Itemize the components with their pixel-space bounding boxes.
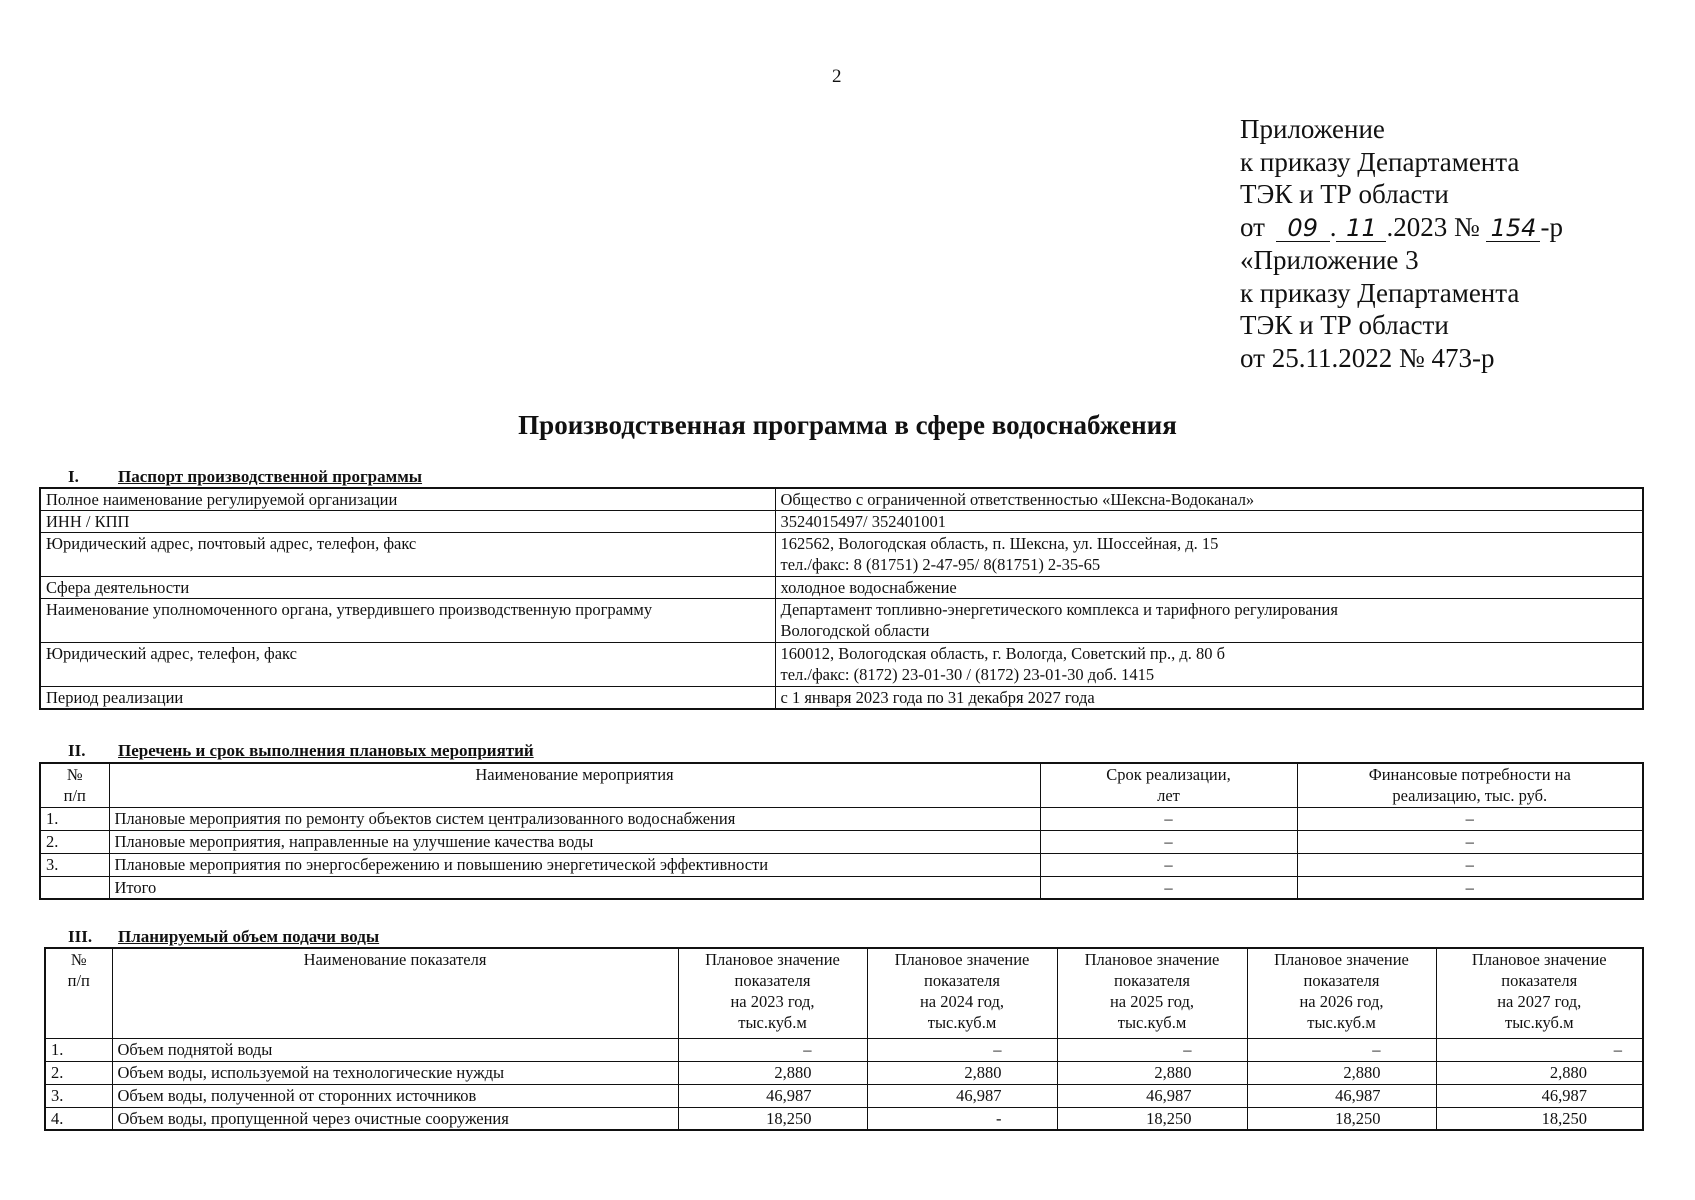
table-row xyxy=(45,1107,1643,1130)
row-value: 2,880 xyxy=(678,1061,867,1084)
handwritten-month: 11 xyxy=(1336,215,1386,242)
table-row xyxy=(40,577,1643,599)
table-row xyxy=(40,488,1643,511)
passport-value: с 1 января 2023 года по 31 декабря 2027 года xyxy=(775,687,1643,710)
row-value: 18,250 xyxy=(1247,1107,1436,1130)
row-value: 46,987 xyxy=(1057,1084,1247,1107)
table-row xyxy=(40,533,1643,577)
row-value: – xyxy=(1436,1038,1643,1061)
section-number: I. xyxy=(68,467,79,486)
passport-label: Полное наименование регулируемой организации xyxy=(40,488,775,511)
table-row xyxy=(40,511,1643,533)
row-value: 46,987 xyxy=(867,1084,1057,1107)
table-row xyxy=(45,1061,1643,1084)
row-name: Объем воды, используемой на технологические нужды xyxy=(112,1061,678,1084)
row-value: 18,250 xyxy=(1436,1107,1643,1130)
value-line: 162562, Вологодская область, п. Шексна, ул. Шоссейная, д. 15 xyxy=(780,534,1219,553)
passport-label: Юридический адрес, почтовый адрес, телефон, факс xyxy=(40,533,775,577)
row-value: – xyxy=(867,1038,1057,1061)
value-line: тел./факс: (8172) 23-01-30 / (8172) 23-01-30 доб. 1415 xyxy=(780,665,1155,684)
passport-label: Наименование уполномоченного органа, утвердившего производственную программу xyxy=(40,599,775,643)
row-term: – xyxy=(1040,853,1297,876)
appendix-block xyxy=(1240,113,1563,375)
row-value: 18,250 xyxy=(678,1107,867,1130)
page-title: Производственная программа в сфере водоснабжения xyxy=(518,410,1177,440)
header-year-2025: Плановое значение показателя на 2025 год, тыс.куб.м xyxy=(1057,948,1247,1038)
measures-table xyxy=(39,762,1644,900)
passport-value: 3524015497/ 352401001 xyxy=(775,511,1643,533)
row-no: 4. xyxy=(45,1107,112,1130)
appendix-line: от 25.11.2022 № 473-р xyxy=(1240,342,1495,373)
row-term: – xyxy=(1040,830,1297,853)
date-rest: .2023 № xyxy=(1386,212,1480,243)
table-header-row xyxy=(40,763,1643,807)
appendix-line: Приложение xyxy=(1240,114,1385,144)
header-no: № п/п xyxy=(45,948,112,1038)
passport-value: Общество с ограниченной ответственностью «Шексна-Водоканал» xyxy=(775,488,1643,511)
row-no: 2. xyxy=(45,1061,112,1084)
table-row xyxy=(40,807,1643,830)
section-title: Паспорт производственной программы xyxy=(118,467,423,486)
table-row xyxy=(40,853,1643,876)
row-finance: – xyxy=(1297,807,1643,830)
row-name: Плановые мероприятия, направленные на улучшение качества воды xyxy=(109,830,1040,853)
row-no xyxy=(40,876,109,899)
table-row xyxy=(45,1084,1643,1107)
section-3-heading xyxy=(68,927,379,947)
appendix-line: к приказу Департамента xyxy=(1240,146,1520,177)
row-value: 2,880 xyxy=(1247,1061,1436,1084)
row-value: 18,250 xyxy=(1057,1107,1247,1130)
value-line: Вологодской области xyxy=(780,621,930,640)
appendix-line: ТЭК и ТР области xyxy=(1240,310,1449,341)
row-no: 3. xyxy=(40,853,109,876)
row-no: 1. xyxy=(40,807,109,830)
header-year-2027: Плановое значение показателя на 2027 год, тыс.куб.м xyxy=(1436,948,1643,1038)
table-row xyxy=(40,599,1643,643)
row-name: Объем воды, пропущенной через очистные сооружения xyxy=(112,1107,678,1130)
header-name: Наименование мероприятия xyxy=(109,763,1040,807)
table-row-total xyxy=(40,876,1643,899)
handwritten-day: 09 xyxy=(1276,215,1330,242)
passport-label: ИНН / КПП xyxy=(40,511,775,533)
order-suffix: -р xyxy=(1540,212,1563,243)
table-row xyxy=(40,643,1643,687)
value-line: тел./факс: 8 (81751) 2-47-95/ 8(81751) 2-35-65 xyxy=(780,555,1101,574)
row-value: 2,880 xyxy=(867,1061,1057,1084)
handwritten-order-number: 154 xyxy=(1486,215,1540,242)
section-number: II. xyxy=(68,741,86,760)
date-prefix: от xyxy=(1240,212,1265,243)
row-value: 2,880 xyxy=(1057,1061,1247,1084)
value-line: 160012, Вологодская область, г. Вологда, Советский пр., д. 80 б xyxy=(780,644,1226,663)
value-line: Департамент топливно-энергетического комплекса и тарифного регулирования xyxy=(780,600,1338,619)
passport-table xyxy=(39,487,1644,710)
passport-value xyxy=(775,599,1643,643)
row-value: 2,880 xyxy=(1436,1061,1643,1084)
row-value: 46,987 xyxy=(1247,1084,1436,1107)
passport-value xyxy=(775,533,1643,577)
row-finance: – xyxy=(1297,853,1643,876)
row-no: 2. xyxy=(40,830,109,853)
row-name: Плановые мероприятия по энергосбережению и повышению энергетической эффективности xyxy=(109,853,1040,876)
row-value: – xyxy=(1247,1038,1436,1061)
header-term: Срок реализации, лет xyxy=(1040,763,1297,807)
appendix-line: ТЭК и ТР области xyxy=(1240,179,1449,210)
section-title: Перечень и срок выполнения плановых мероприятий xyxy=(118,741,534,760)
table-row xyxy=(40,830,1643,853)
header-year-2026: Плановое значение показателя на 2026 год, тыс.куб.м xyxy=(1247,948,1436,1038)
row-finance: – xyxy=(1297,830,1643,853)
row-name: Плановые мероприятия по ремонту объектов систем централизованного водоснабжения xyxy=(109,807,1040,830)
row-finance: – xyxy=(1297,876,1643,899)
section-title: Планируемый объем подачи воды xyxy=(118,927,380,946)
row-name: Объем воды, полученной от сторонних источников xyxy=(112,1084,678,1107)
appendix-line: к приказу Департамента xyxy=(1240,277,1520,308)
row-term: – xyxy=(1040,876,1297,899)
passport-label: Сфера деятельности xyxy=(40,577,775,599)
water-volume-table xyxy=(44,947,1644,1131)
row-name: Объем поднятой воды xyxy=(112,1038,678,1061)
section-1-heading xyxy=(68,467,422,487)
row-value: - xyxy=(867,1107,1057,1130)
passport-label: Юридический адрес, телефон, факс xyxy=(40,643,775,687)
passport-value: холодное водоснабжение xyxy=(775,577,1643,599)
table-row xyxy=(45,1038,1643,1061)
section-2-heading xyxy=(68,741,534,761)
header-finance: Финансовые потребности на реализацию, тыс. руб. xyxy=(1297,763,1643,807)
table-header-row xyxy=(45,948,1643,1038)
passport-value xyxy=(775,643,1643,687)
row-value: 46,987 xyxy=(678,1084,867,1107)
passport-label: Период реализации xyxy=(40,687,775,710)
header-no: № п/п xyxy=(40,763,109,807)
row-term: – xyxy=(1040,807,1297,830)
header-year-2023: Плановое значение показателя на 2023 год, тыс.куб.м xyxy=(678,948,867,1038)
section-number: III. xyxy=(68,927,93,946)
header-year-2024: Плановое значение показателя на 2024 год, тыс.куб.м xyxy=(867,948,1057,1038)
row-no: 3. xyxy=(45,1084,112,1107)
header-name: Наименование показателя xyxy=(112,948,678,1038)
table-row xyxy=(40,687,1643,710)
row-no: 1. xyxy=(45,1038,112,1061)
row-value: – xyxy=(678,1038,867,1061)
appendix-date-line: от 09 . 11 .2023 № 154 -р xyxy=(1240,212,1563,243)
appendix-line: «Приложение 3 xyxy=(1240,244,1419,275)
row-value: 46,987 xyxy=(1436,1084,1643,1107)
row-value: – xyxy=(1057,1038,1247,1061)
page-number: 2 xyxy=(832,66,842,87)
row-name: Итого xyxy=(109,876,1040,899)
